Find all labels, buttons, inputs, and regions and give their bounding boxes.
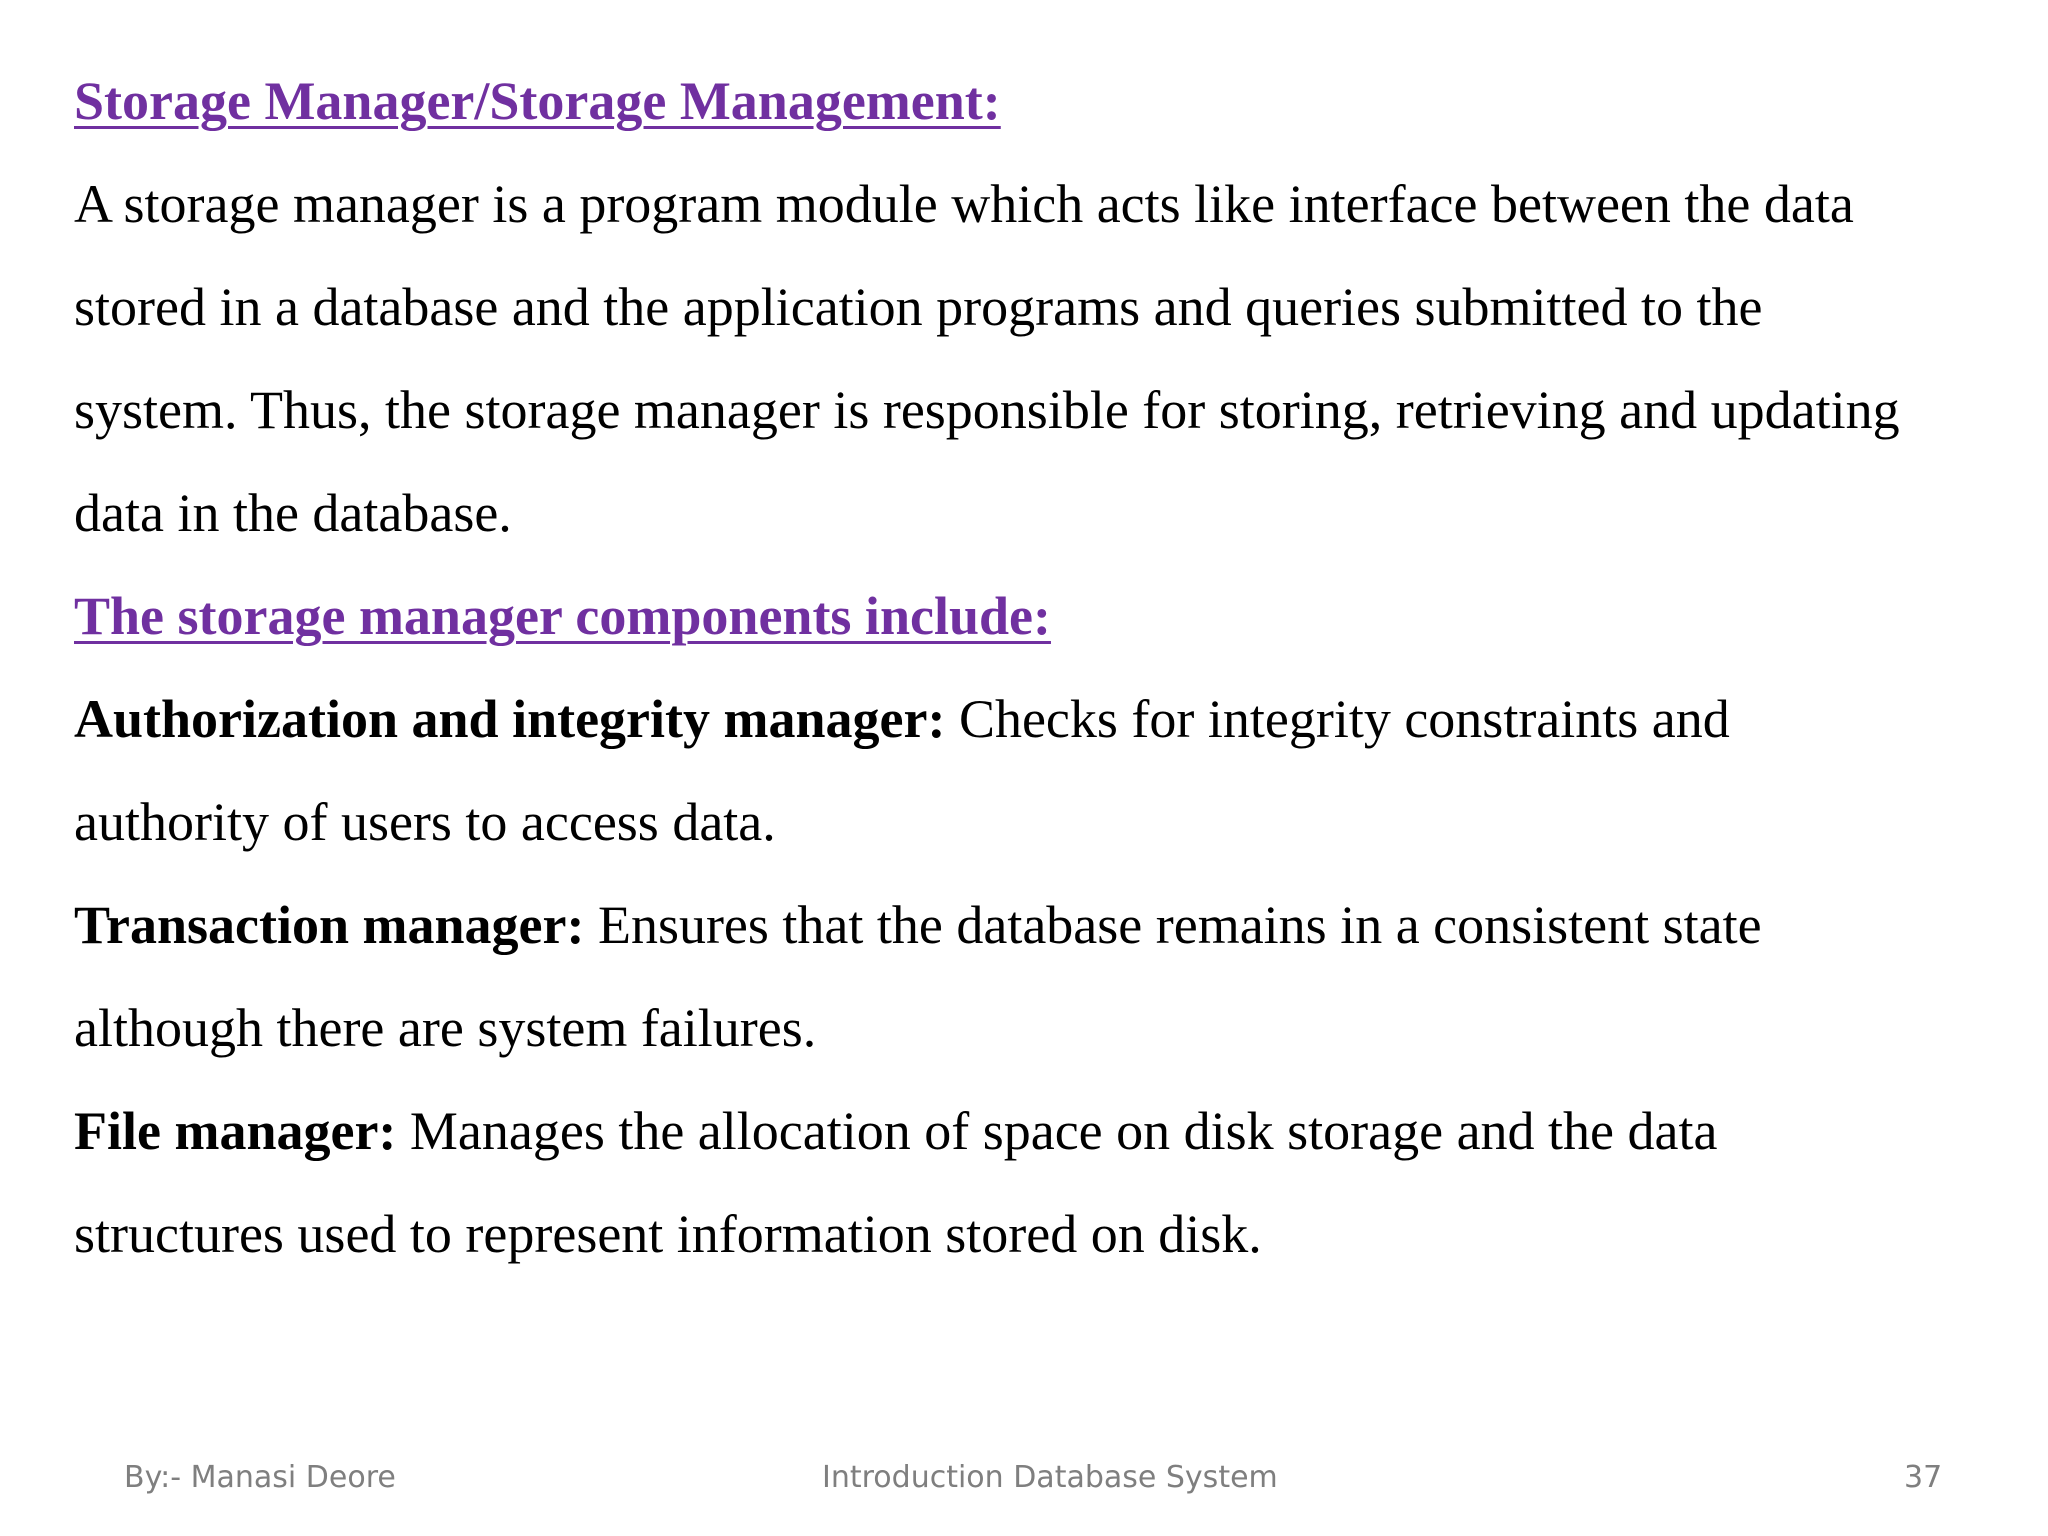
component-line: authority of users to access data. — [74, 792, 776, 852]
component-term: Transaction manager: — [74, 895, 585, 955]
component-line: although there are system failures. — [74, 998, 817, 1058]
heading-storage-manager: Storage Manager/Storage Management: — [74, 71, 1001, 131]
component-line — [74, 1080, 2024, 1183]
component-transaction — [74, 874, 2024, 1080]
component-term: File manager: — [74, 1101, 397, 1161]
intro-line: stored in a database and the application programs and queries submitted to the — [74, 277, 1763, 337]
footer-course-title: Introduction Database System — [822, 1460, 1278, 1495]
component-line — [74, 668, 2024, 771]
slide-content — [74, 50, 2024, 1286]
intro-line: A storage manager is a program module which acts like interface between the data — [74, 174, 1854, 234]
intro-paragraph — [74, 153, 2024, 565]
heading-components: The storage manager components include: — [74, 586, 1051, 646]
component-term: Authorization and integrity manager: — [74, 689, 946, 749]
component-line: structures used to represent information stored on disk. — [74, 1204, 1262, 1264]
component-description: Checks for integrity constraints and — [945, 689, 1730, 749]
component-description: Manages the allocation of space on disk storage and the data — [396, 1101, 1718, 1161]
footer-page-number: 37 — [1904, 1460, 1943, 1495]
footer-author: By:- Manasi Deore — [124, 1460, 396, 1495]
component-description: Ensures that the database remains in a consistent state — [584, 895, 1762, 955]
intro-line: data in the database. — [74, 483, 512, 543]
intro-line: system. Thus, the storage manager is responsible for storing, retrieving and updating — [74, 380, 1900, 440]
component-line — [74, 874, 2024, 977]
component-authorization — [74, 668, 2024, 874]
component-file-manager — [74, 1080, 2024, 1286]
